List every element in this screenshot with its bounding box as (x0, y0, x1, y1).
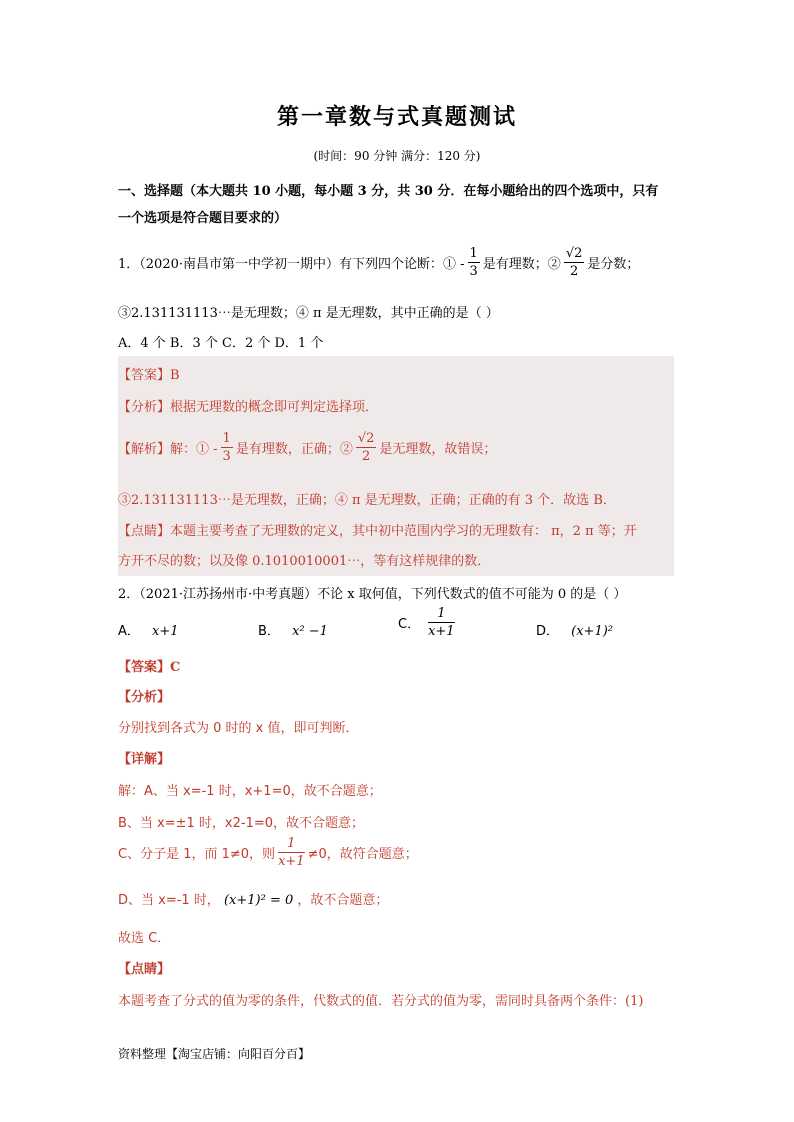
q2-option-c-label: C． (398, 617, 421, 632)
q2-detail-head: 【详解】 (118, 752, 171, 767)
q2-detail-c-b: ≠0，故符合题意； (307, 847, 418, 862)
q2-option-c-num: 1 (437, 606, 446, 621)
q2-detail-c-a: C、分子是 1，而 1≠0，则 (118, 847, 276, 862)
q2-detail-d-math: (x+1)² = 0 (223, 893, 294, 908)
q1-fraction-1 (468, 247, 480, 278)
q1-stem-c: 是分数； (587, 257, 640, 272)
q2-option-c-den: x+1 (428, 624, 455, 639)
q1-stem-line2: ③2.131131113⋯是无理数；④ π 是无理数，其中正确的是（ ） (118, 306, 499, 321)
q2-comment: 本题考查了分式的值为零的条件，代数式的值．若分式的值为零，需同时具备两个条件：(1) (118, 994, 644, 1009)
page-title: 第一章数与式真题测试 (276, 105, 517, 130)
q1-solution-fraction-1-num: 1 (222, 431, 231, 446)
q2-option-a-expr: x+1 (152, 624, 179, 639)
q1-solution-fraction-2-num: √2 (357, 431, 375, 446)
q2-option-b (258, 620, 328, 639)
q2-option-c (398, 607, 458, 638)
q2-option-c-fraction (428, 607, 455, 638)
q1-fraction-2-den: 2 (569, 264, 579, 279)
footer-note: 资料整理【淘宝店铺：向阳百分百】 (118, 1047, 311, 1061)
q1-solution (118, 432, 496, 463)
section-heading-line2: 一个选项是符合题目要求的） (118, 211, 288, 226)
q1-analysis: 【分析】根据无理数的概念即可判定选择项． (118, 400, 379, 415)
q1-stem-b: 是有理数；② (482, 257, 561, 272)
q2-option-d-label: D． (536, 624, 560, 639)
q2-comment-head: 【点睛】 (118, 962, 171, 977)
q1-options: A．4 个 B．3 个 C．2 个 D．1 个 (118, 336, 324, 351)
q1-fraction-1-den: 3 (469, 264, 478, 279)
q2-analysis-head: 【分析】 (118, 690, 171, 705)
q2-answer: 【答案】C (118, 660, 181, 675)
q2-detail-c (118, 837, 418, 868)
q1-fraction-1-num: 1 (469, 246, 478, 261)
q2-option-d-expr: (x+1)² (571, 624, 614, 639)
q1-solution-c: 是无理数，故错误； (379, 442, 497, 457)
q1-comment-line2: 方开不尽的数；以及像 0.1010010001⋯，等有这样规律的数． (118, 554, 491, 569)
section-heading-line1: 一、选择题（本大题共 10 小题，每小题 3 分，共 30 分．在每小题给出的四个选项中，只有 (118, 184, 659, 199)
q2-stem: 2．（2021·江苏扬州市·中考真题）不论 x 取何值，下列代数式的值不可能为 0 的是（ ） (118, 587, 627, 602)
q2-detail-c-num: 1 (287, 836, 296, 851)
q2-detail-a: 解：A、当 x=-1 时，x+1=0，故不合题意； (118, 784, 382, 799)
q2-option-b-expr: x² −1 (292, 624, 328, 639)
q2-detail-c-den: x+1 (278, 854, 305, 869)
q1-solution-fraction-1 (221, 432, 233, 463)
q1-solution-a: 【解析】解：① - (118, 442, 218, 457)
q1-solution-fraction-2-den: 2 (361, 449, 371, 464)
q2-detail-c-fraction (278, 837, 305, 868)
q2-detail-d-b: ，故不合题意； (297, 893, 389, 908)
q1-fraction-2 (564, 247, 585, 278)
q2-option-d (536, 620, 613, 639)
q2-option-a-label: A． (118, 624, 140, 639)
q1-solution-fraction-1-den: 3 (222, 449, 231, 464)
q2-option-b-label: B． (258, 624, 280, 639)
q1-comment-line1: 【点睛】本题主要考查了无理数的定义，其中初中范围内学习的无理数有： π，2 π 等；开 (118, 524, 637, 539)
q2-analysis: 分别找到各式为 0 时的 x 值，即可判断． (118, 721, 359, 736)
q2-detail-d-a: D、当 x=-1 时， (118, 893, 220, 908)
q2-option-a (118, 620, 179, 639)
q2-conclusion: 故选 C． (118, 931, 171, 946)
q1-answer: 【答案】B (118, 368, 180, 383)
q2-detail-d (118, 889, 388, 908)
q1-stem (118, 247, 639, 278)
q1-solution-line2: ③2.131131113⋯是无理数，正确；④ π 是无理数，正确；正确的有 3 个．故选 B． (118, 493, 616, 508)
q2-detail-b: B、当 x=±1 时，x2-1=0，故不合题意； (118, 816, 365, 831)
q1-answer-box (118, 356, 674, 576)
q1-fraction-2-num: √2 (565, 246, 583, 261)
q1-solution-b: 是有理数，正确；② (235, 442, 353, 457)
q1-solution-fraction-2 (356, 432, 377, 463)
subtitle: (时间：90 分钟 满分：120 分) (313, 149, 481, 163)
q1-stem-a: 1．（2020·南昌市第一中学初一期中）有下列四个论断：① - (118, 257, 465, 272)
